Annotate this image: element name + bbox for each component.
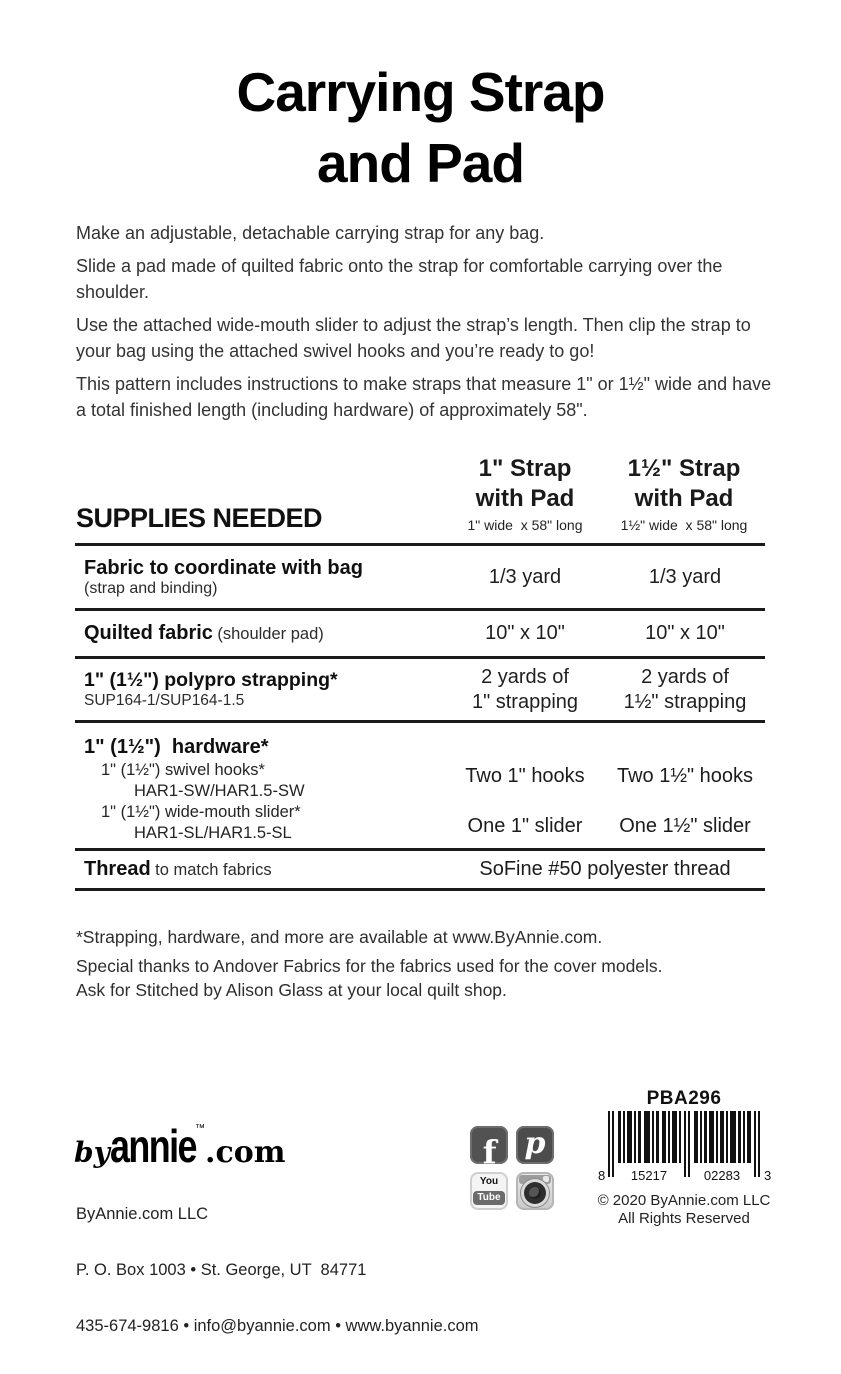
- instagram-camera-lens: [524, 1182, 546, 1204]
- column-2-subtitle: 1½" wide x 58" long: [620, 517, 748, 533]
- pinterest-icon: [516, 1126, 554, 1164]
- hardware-slider-label: 1" (1½") wide-mouth slider*: [101, 803, 301, 821]
- thread-row-label: [75, 858, 445, 881]
- hardware-row-label: [75, 723, 445, 844]
- facebook-glyph: f: [482, 1133, 497, 1164]
- column-1-title-line1: 1" Strap: [478, 455, 572, 482]
- company-info: [76, 1167, 479, 1374]
- strapping-row-label: [75, 669, 445, 710]
- table-row-strapping: [75, 656, 765, 720]
- table-row-fabric: [75, 543, 765, 608]
- column-header-1-5in-strap: [599, 454, 769, 533]
- company-contact: 435-674-9816 • info@byannie.com • www.byannie.com: [76, 1317, 479, 1336]
- intro-paragraph-4: This pattern includes instructions to make straps that measure 1" or 1½" wide and have a total finished length (including hardware) of approximately 58".: [76, 373, 772, 420]
- hardware-label: 1" (1½") hardware*: [84, 736, 269, 758]
- intro-section: [76, 220, 772, 430]
- intro-paragraph-2: Slide a pad made of quilted fabric onto the strap for comfortable carrying over the shoulder.: [76, 255, 723, 302]
- column-2-title-line1: 1½" Strap: [627, 455, 741, 482]
- strapping-value-col1-line2: 1" strapping: [471, 690, 579, 713]
- quilted-label-note: (shoulder pad): [217, 625, 324, 643]
- hardware-values-col1: [445, 723, 605, 836]
- column-1-subtitle: 1" wide x 58" long: [467, 517, 583, 533]
- company-address: P. O. Box 1003 • St. George, UT 84771: [76, 1260, 367, 1279]
- strapping-value-col1-line1: 2 yards of: [481, 665, 569, 688]
- barcode-digit-left: 8: [598, 1168, 606, 1183]
- strapping-value-col2: [605, 665, 765, 715]
- fabric-value-col1: 1/3 yard: [488, 565, 562, 588]
- fabric-label: Fabric to coordinate with bag: [84, 556, 363, 579]
- column-header-1in-strap: [440, 454, 610, 533]
- barcode-digit-right: 3: [764, 1168, 772, 1183]
- pattern-title-line2: and Pad: [317, 132, 524, 194]
- table-row-thread: [75, 848, 765, 891]
- strapping-sku: SUP164-1/SUP164-1.5: [84, 692, 245, 709]
- facebook-icon: [470, 1126, 508, 1164]
- strapping-value-col2-line2: 1½" strapping: [623, 690, 747, 713]
- quilted-value-col2: 10" x 10": [645, 622, 725, 644]
- strapping-label: 1" (1½") polypro strapping*: [84, 669, 338, 691]
- barcode-block: [593, 1088, 775, 1228]
- fabric-row-label: [75, 557, 445, 598]
- table-row-hardware: [75, 720, 765, 848]
- slider-value-col1: One 1" slider: [467, 815, 583, 837]
- intro-paragraph-3: Use the attached wide-mouth slider to adjust the strap’s length. Then clip the strap to your bag using the attached swivel hooks and you’re ready to go!: [76, 314, 751, 361]
- column-1-title-line2: with Pad: [475, 485, 575, 512]
- hooks-value-col2: Two 1½" hooks: [616, 765, 754, 787]
- youtube-tube-text: Tube: [473, 1191, 504, 1205]
- hooks-value-col1: Two 1" hooks: [465, 765, 585, 787]
- thread-label: Thread: [84, 858, 151, 880]
- note-stitched-alison-glass: Ask for Stitched by Alison Glass at your local quilt shop.: [76, 980, 507, 1000]
- logo-com-text: .com: [205, 1135, 286, 1170]
- table-row-quilted-fabric: [75, 608, 765, 656]
- byannie-logo: [74, 1119, 285, 1173]
- supplies-table: [75, 450, 765, 891]
- hardware-slider-sku: HAR1-SL/HAR1.5-SL: [134, 824, 292, 842]
- strapping-value-col1: [445, 665, 605, 715]
- hardware-swivel-hooks-sku: HAR1-SW/HAR1.5-SW: [134, 782, 305, 800]
- slider-value-col2: One 1½" slider: [619, 815, 751, 837]
- note-andover-thanks: Special thanks to Andover Fabrics for the fabrics used for the cover models.: [76, 956, 663, 976]
- upc-barcode: [596, 1111, 772, 1185]
- supplies-heading: SUPPLIES NEEDED: [76, 503, 323, 533]
- quilted-value-col1: 10" x 10": [485, 622, 565, 644]
- pattern-title-line1: Carrying Strap: [236, 61, 605, 123]
- note-strapping-availability: *Strapping, hardware, and more are available at www.ByAnnie.com.: [76, 927, 603, 947]
- hardware-swivel-hooks-label: 1" (1½") swivel hooks*: [101, 761, 265, 779]
- instagram-icon: [516, 1172, 554, 1210]
- footnotes-section: [76, 925, 776, 1002]
- youtube-you-text: You: [479, 1176, 499, 1187]
- instagram-flash-dot: [543, 1176, 549, 1182]
- barcode-group1: 15217: [630, 1168, 668, 1183]
- thread-label-note: to match fabrics: [155, 861, 272, 879]
- fabric-sublabel: (strap and binding): [84, 579, 218, 597]
- copyright-notice: [593, 1192, 775, 1228]
- pattern-title: [0, 57, 841, 199]
- quilted-row-label: [75, 622, 445, 645]
- trademark-symbol: ™: [195, 1123, 206, 1134]
- column-2-title-line2: with Pad: [634, 485, 734, 512]
- logo-annie-text: annie: [109, 1120, 196, 1172]
- pinterest-glyph: p: [524, 1126, 546, 1162]
- social-icons: [470, 1126, 554, 1210]
- hardware-values-col2: [605, 723, 765, 836]
- sku-code: PBA296: [646, 1088, 722, 1109]
- quilted-label: Quilted fabric: [84, 622, 213, 644]
- intro-paragraph-1: Make an adjustable, detachable carrying strap for any bag.: [76, 223, 545, 243]
- copyright-line1: © 2020 ByAnnie.com LLC: [597, 1192, 771, 1209]
- barcode-group2: 02283: [703, 1168, 741, 1183]
- strapping-value-col2-line1: 2 yards of: [641, 665, 729, 688]
- supplies-table-header: [75, 450, 765, 543]
- fabric-value-col2: 1/3 yard: [648, 565, 722, 588]
- copyright-line2: All Rights Reserved: [618, 1210, 750, 1227]
- logo-by-text: by: [74, 1136, 110, 1169]
- thread-value: SoFine #50 polyester thread: [479, 858, 731, 880]
- youtube-icon: [470, 1172, 508, 1210]
- company-name: ByAnnie.com LLC: [76, 1204, 209, 1223]
